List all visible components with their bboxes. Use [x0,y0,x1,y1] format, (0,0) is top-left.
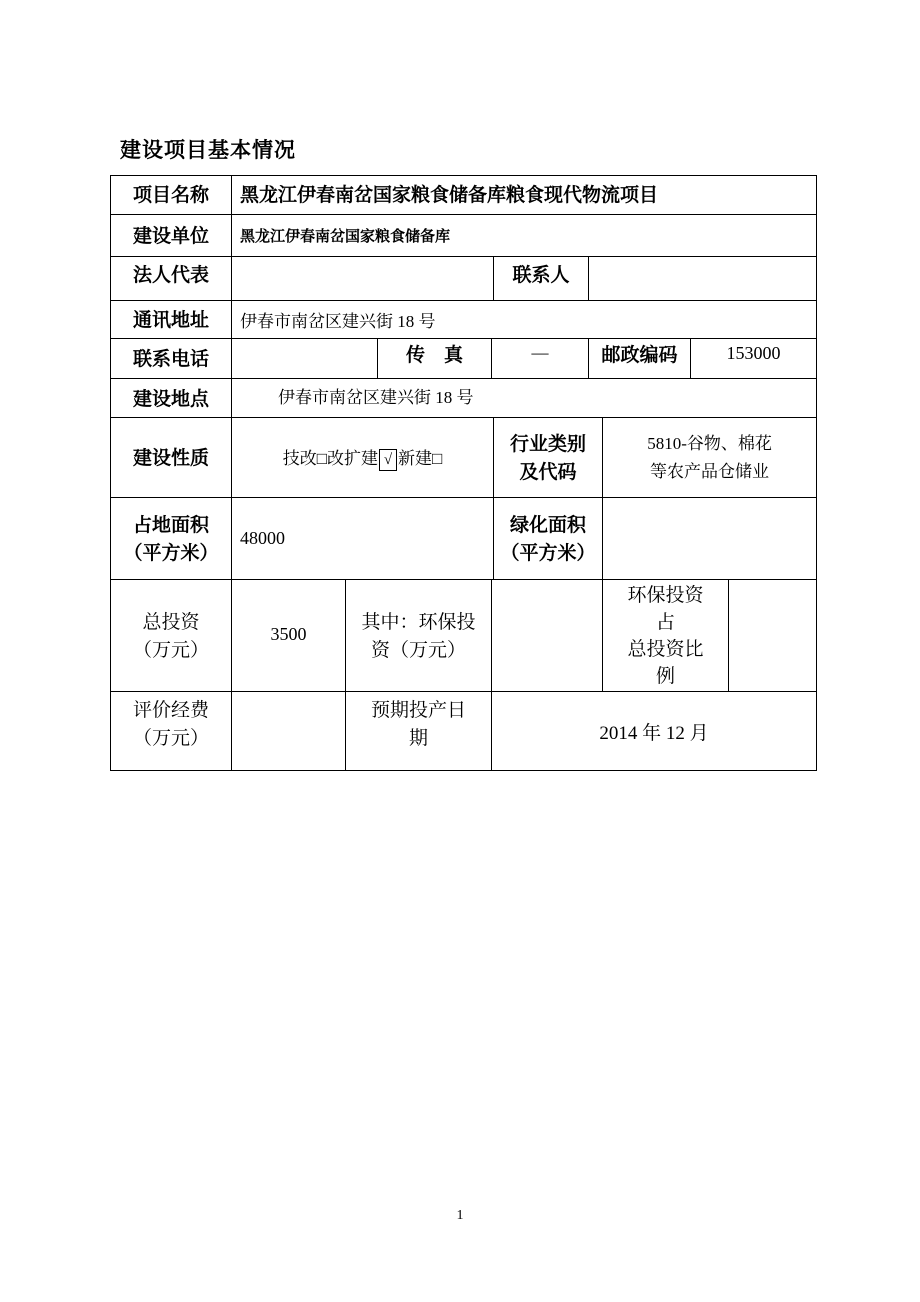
env-investment-label-line2: 资（万元） [370,638,466,661]
row-address [111,301,817,339]
contact-value [589,257,817,301]
green-area-label-line2: （平方米） [500,541,596,564]
nature-label: 建设性质 [111,418,232,498]
construction-unit-label: 建设单位 [111,215,232,257]
option-tech-reform-label: 技改 [282,448,317,468]
env-investment-label-line1: 其中：环保投 [361,610,476,633]
option-new-build-checkbox[interactable]: □ [432,448,443,468]
row-investment [111,580,817,692]
env-investment-value [492,580,603,692]
expected-date-value: 2014 年 12 月 [492,692,817,771]
fax-label: 传 真 [378,339,492,379]
env-ratio-label-line1: 环保投资 [627,583,704,606]
area-label-line1: 占地面积 [132,513,209,536]
project-name-value: 黑龙江伊春南岔国家粮食储备库粮食现代物流项目 [232,176,817,215]
address-value: 伊春市南岔区建兴街 18 号 [232,301,817,339]
industry-value [603,418,817,498]
industry-label-line1: 行业类别 [509,432,586,455]
green-area-label [494,498,603,580]
investment-label [111,580,232,692]
row-location [111,379,817,418]
env-ratio-label [603,580,729,692]
row-fee [111,692,817,771]
fee-value [232,692,346,771]
row-legal-rep [111,257,817,301]
expected-date-label-line2: 期 [408,727,428,749]
legal-rep-value [232,257,494,301]
fee-label-line2: （万元） [132,727,209,749]
expected-date-label-line1: 预期投产日 [370,699,466,721]
row-construction-unit [111,215,817,257]
option-expansion-checkbox[interactable]: √ [379,449,397,471]
fee-label-line1: 评价经费 [132,699,209,721]
project-name-label: 项目名称 [111,176,232,215]
area-label [111,498,232,580]
fax-value: — [492,339,589,379]
investment-value: 3500 [232,580,346,692]
page-title: 建设项目基本情况 [120,138,296,162]
env-ratio-value [729,580,817,692]
row-phone [111,339,817,379]
investment-label-line2: （万元） [132,638,209,661]
address-label: 通讯地址 [111,301,232,339]
location-value: 伊春市南岔区建兴街 18 号 [232,379,817,418]
industry-value-line1: 5810-谷物、棉花 [647,433,772,453]
postcode-label: 邮政编码 [589,339,691,379]
expected-date-label [346,692,492,771]
fee-label [111,692,232,771]
row-area [111,498,817,580]
area-value: 48000 [232,498,494,580]
env-ratio-label-line3: 总投资比 [627,637,704,660]
area-label-line2: （平方米） [123,541,219,564]
legal-rep-label: 法人代表 [111,257,232,301]
option-expansion-label: 改扩建 [327,448,378,468]
contact-label: 联系人 [494,257,589,301]
location-label: 建设地点 [111,379,232,418]
env-ratio-label-line2: 占 [655,610,675,633]
industry-label [494,418,603,498]
phone-value [232,339,378,379]
investment-label-line1: 总投资 [142,610,200,633]
green-area-value [603,498,817,580]
green-area-label-line1: 绿化面积 [509,513,586,536]
construction-unit-value: 黑龙江伊春南岔国家粮食储备库 [232,215,817,257]
project-info-table [110,175,817,771]
page-number: 1 [456,1208,464,1223]
option-tech-reform-checkbox[interactable]: □ [316,448,327,468]
phone-label: 联系电话 [111,339,232,379]
env-investment-label [346,580,492,692]
industry-value-line2: 等农产品仓储业 [650,461,770,481]
nature-options [232,418,494,498]
row-project-name [111,176,817,215]
industry-label-line2: 及代码 [519,460,577,483]
postcode-value: 153000 [691,339,817,379]
env-ratio-label-line4: 例 [655,664,675,687]
row-nature [111,418,817,498]
option-new-build-label: 新建 [398,448,432,468]
